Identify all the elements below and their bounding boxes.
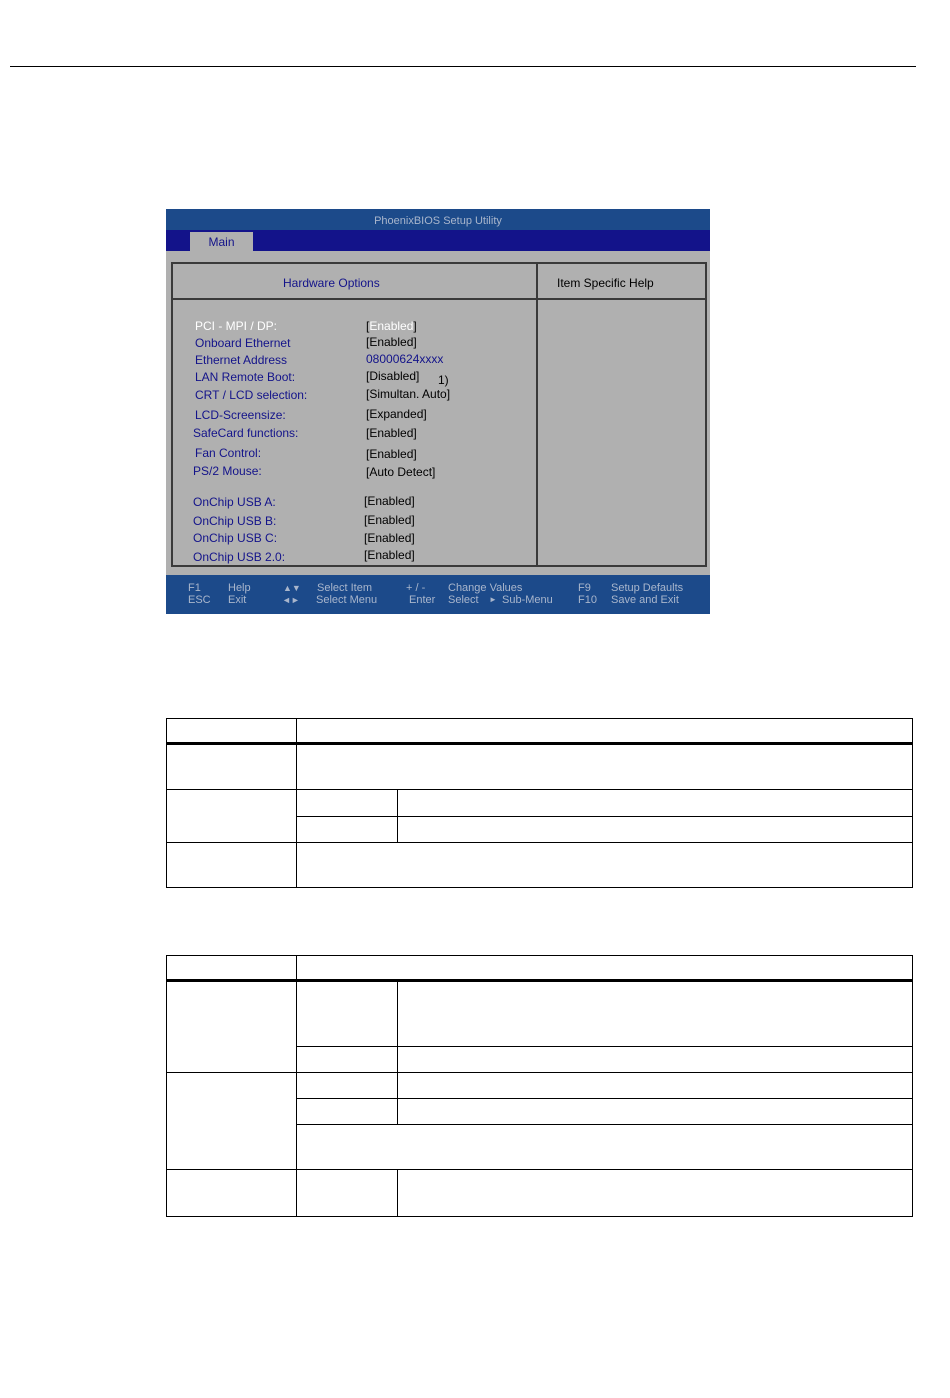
table-cell bbox=[398, 1047, 913, 1073]
help-title: Item Specific Help bbox=[557, 276, 654, 290]
bios-title-bar: PhoenixBIOS Setup Utility bbox=[166, 209, 710, 230]
option-value-usb-2[interactable]: [Enabled] bbox=[364, 548, 415, 562]
option-value-crt-lcd[interactable]: [Simultan. Auto] bbox=[366, 387, 451, 401]
table-header-row bbox=[167, 719, 913, 744]
table-cell bbox=[297, 956, 913, 981]
table-cell bbox=[398, 1099, 913, 1125]
table-cell bbox=[297, 1073, 398, 1099]
option-label-usb-a[interactable]: OnChip USB A: bbox=[193, 495, 276, 509]
option-label-lan-remote-boot[interactable]: LAN Remote Boot: bbox=[195, 370, 296, 384]
panel-divider bbox=[536, 264, 538, 565]
option-value-fan-control[interactable]: [Enabled] bbox=[366, 447, 417, 461]
table-row bbox=[167, 1170, 913, 1217]
settings-table-1 bbox=[166, 718, 913, 888]
option-value-pci-mpi-dp[interactable] bbox=[366, 319, 417, 333]
table-row bbox=[167, 1073, 913, 1099]
table-cell bbox=[398, 790, 913, 817]
option-label-ps2-mouse[interactable]: PS/2 Mouse: bbox=[193, 464, 262, 478]
table-cell bbox=[297, 719, 913, 744]
table-row bbox=[167, 744, 913, 790]
option-value-safecard[interactable]: [Enabled] bbox=[366, 426, 417, 440]
table-cell bbox=[297, 817, 398, 843]
key-plus-minus: + / - bbox=[406, 582, 426, 594]
option-value-usb-b[interactable]: [Enabled] bbox=[364, 513, 415, 527]
key-enter-select-label: Select bbox=[448, 594, 479, 606]
table-cell bbox=[167, 843, 297, 888]
key-esc-label: Exit bbox=[228, 594, 247, 606]
table-cell bbox=[167, 790, 297, 843]
key-f10-label: Save and Exit bbox=[611, 594, 679, 606]
table-cell bbox=[297, 843, 913, 888]
option-label-usb-2[interactable]: OnChip USB 2.0: bbox=[193, 550, 286, 564]
table-row bbox=[167, 843, 913, 888]
page-header-rule bbox=[10, 66, 916, 67]
option-value-lcd-screensize[interactable]: [Expanded] bbox=[366, 407, 427, 421]
option-label-safecard[interactable]: SafeCard functions: bbox=[193, 426, 299, 440]
table-cell bbox=[297, 1170, 398, 1217]
bios-key-help-bar bbox=[166, 575, 710, 614]
key-f1-label: Help bbox=[228, 582, 251, 594]
tab-main[interactable]: Main bbox=[190, 232, 253, 251]
highlighted-value: Enabled bbox=[369, 319, 414, 333]
table-cell bbox=[167, 1073, 297, 1170]
option-label-onboard-ethernet[interactable]: Onboard Ethernet bbox=[195, 336, 291, 350]
bios-setup-screenshot bbox=[166, 209, 710, 614]
option-label-usb-b[interactable]: OnChip USB B: bbox=[193, 514, 277, 528]
option-value-lan-remote-boot[interactable]: [Disabled] bbox=[366, 369, 420, 383]
up-down-arrows-icon: ▲▼ bbox=[283, 583, 301, 593]
table-cell bbox=[297, 1125, 913, 1170]
key-esc: ESC bbox=[188, 594, 211, 606]
table-cell bbox=[167, 981, 297, 1073]
option-label-ethernet-address: Ethernet Address bbox=[195, 353, 288, 367]
table-cell bbox=[167, 1170, 297, 1217]
footnote-marker: 1) bbox=[438, 373, 449, 387]
option-value-usb-c[interactable]: [Enabled] bbox=[364, 531, 415, 545]
submenu-arrow-icon: ► bbox=[489, 595, 497, 604]
table-cell bbox=[297, 1047, 398, 1073]
option-value-onboard-ethernet[interactable]: [Enabled] bbox=[366, 335, 417, 349]
key-f9-label: Setup Defaults bbox=[611, 582, 684, 594]
table-cell bbox=[297, 981, 398, 1047]
table-cell bbox=[297, 744, 913, 790]
option-label-usb-c[interactable]: OnChip USB C: bbox=[193, 531, 278, 545]
left-right-arrows-icon: ◄► bbox=[282, 595, 300, 605]
option-label-fan-control[interactable]: Fan Control: bbox=[195, 446, 262, 460]
key-select-item-label: Select Item bbox=[317, 582, 373, 594]
option-value-ethernet-address: 08000624xxxx bbox=[366, 352, 444, 366]
key-submenu-label: Sub-Menu bbox=[502, 594, 553, 606]
table-row bbox=[167, 981, 913, 1047]
table-cell bbox=[398, 1170, 913, 1217]
table-cell bbox=[398, 1073, 913, 1099]
key-f1: F1 bbox=[188, 582, 201, 594]
bracket-close: ] bbox=[413, 319, 417, 333]
option-label-pci-mpi-dp[interactable]: PCI - MPI / DP: bbox=[195, 319, 278, 333]
panel-title: Hardware Options bbox=[283, 276, 380, 290]
table-cell bbox=[167, 744, 297, 790]
option-label-lcd-screensize[interactable]: LCD-Screensize: bbox=[195, 408, 286, 422]
bracket-open: [ bbox=[366, 319, 370, 333]
option-label-crt-lcd[interactable]: CRT / LCD selection: bbox=[195, 388, 308, 402]
panel-header-divider bbox=[173, 298, 705, 300]
table-row bbox=[167, 790, 913, 817]
key-select-menu-label: Select Menu bbox=[316, 594, 378, 606]
hardware-options-panel bbox=[171, 262, 707, 567]
table-header-row bbox=[167, 956, 913, 981]
key-f10: F10 bbox=[578, 594, 597, 606]
bios-menu-bar bbox=[166, 230, 710, 251]
table-cell bbox=[167, 956, 297, 981]
option-value-ps2-mouse[interactable]: [Auto Detect] bbox=[366, 465, 436, 479]
option-value-usb-a[interactable]: [Enabled] bbox=[364, 494, 415, 508]
key-f9: F9 bbox=[578, 582, 591, 594]
table-cell bbox=[398, 981, 913, 1047]
table-cell bbox=[297, 1099, 398, 1125]
table-cell bbox=[297, 790, 398, 817]
table-cell bbox=[167, 719, 297, 744]
key-change-values-label: Change Values bbox=[448, 582, 523, 594]
key-enter: Enter bbox=[409, 594, 436, 606]
settings-table-2 bbox=[166, 955, 913, 1217]
table-cell bbox=[398, 817, 913, 843]
